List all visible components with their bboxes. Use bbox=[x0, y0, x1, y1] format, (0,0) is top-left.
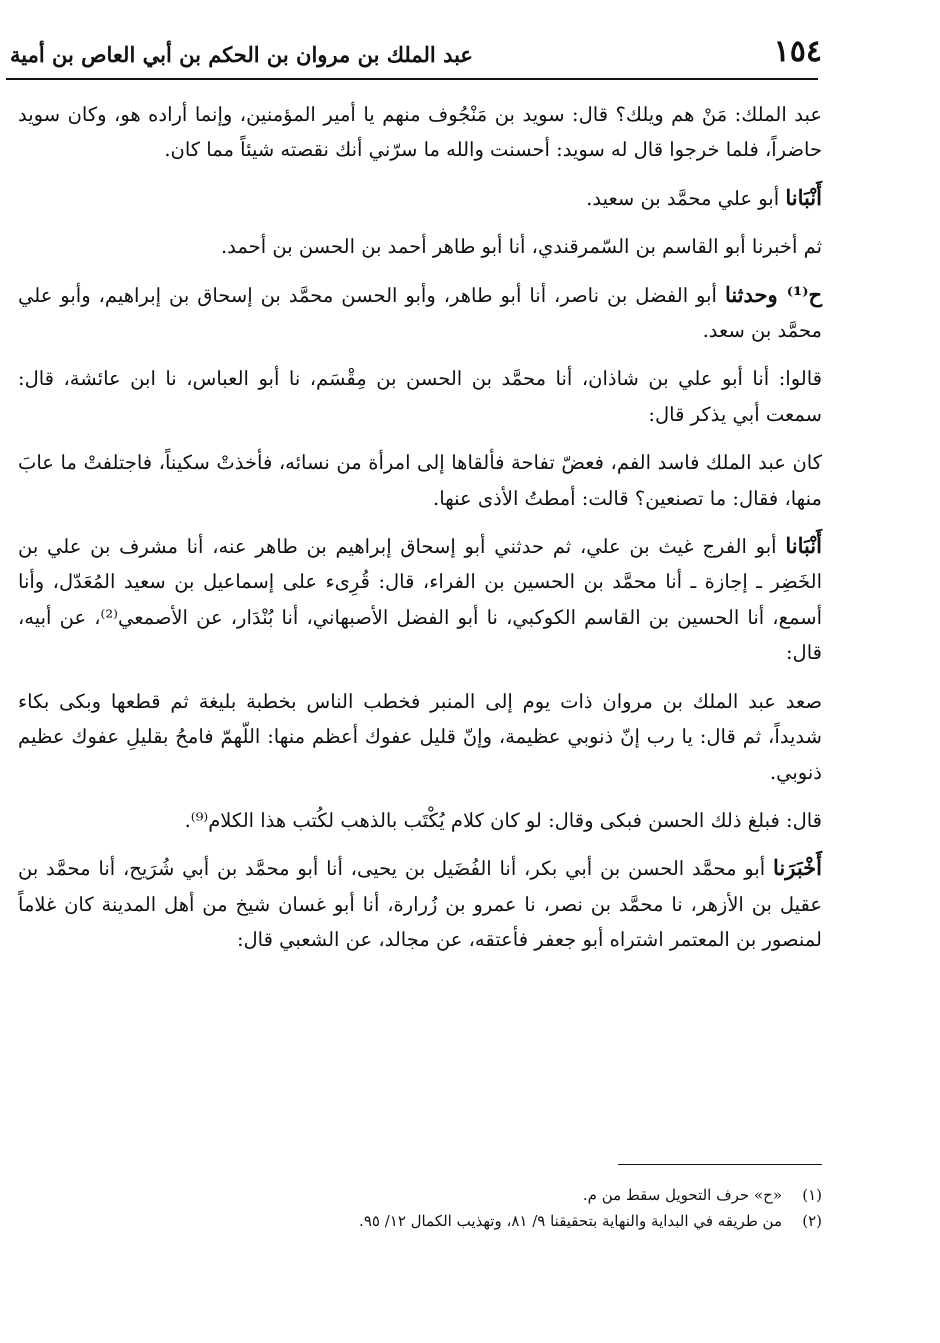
footnote-text: من طريقه في البداية والنهاية بتحقيقنا ٩/ ٨١، وتهذيب الكمال ١٢/ ٩٥. bbox=[359, 1212, 782, 1230]
paragraph: قال: فبلغ ذلك الحسن فبكى وقال: لو كان كلام يُكْتَب بالذهب لكُتب هذا الكلام⁽⁹⁾. bbox=[184, 808, 822, 832]
paragraph: أَخْبَرَنا أبو محمَّد الحسن بن أبي بكر، أنا الفُضَيل بن يحيى، أنا أبو محمَّد بن أبي شُرَيح، أنا محمَّد بن عقيل بن الأزهر، نا محمَّد بن نصر، نا عمرو بن زُرارة، أنا أبو غسان شيخ من أهل المدينة كان غلاماً لمنصور بن المعتمر اشتراه أبو جعفر فأعتقه، عن مجالد، عن الشعبي قال: bbox=[18, 855, 822, 952]
paragraph: صعد عبد الملك بن مروان ذات يوم إلى المنبر فخطب الناس بخطبة بليغة ثم قطعها وبكى بكاء شديداً، ثم قال: يا رب إنّ ذنوبي عظيمة، وإنّ قليل عفوك أعظم منها: اللّهمّ فامحُ بقليلِ عفوك عظيم ذنوبي. bbox=[18, 689, 822, 784]
paragraph: أَنْبَانا أبو علي محمَّد بن سعيد. bbox=[586, 184, 822, 210]
paragraph-lead: أَنْبَانا bbox=[785, 184, 822, 210]
footnote-number: (١) bbox=[802, 1186, 822, 1204]
paragraph: عبد الملك: مَنْ هم ويلك؟ قال: سويد بن مَنْجُوف منهم يا أمير المؤمنين، وإنما أراده هو، وكان سويد حاضراً، فلما خرجوا قال له سويد: أحسنت والله ما سرّني أنك نقصته شيئاً مما كان. bbox=[18, 103, 822, 162]
running-title: عبد الملك بن مروان بن الحكم بن أبي العاص بن أمية bbox=[10, 42, 473, 67]
paragraph-lead: أَخْبَرَنا bbox=[773, 855, 822, 881]
paragraph: ح⁽¹⁾ وحدثنا أبو الفضل بن ناصر، أنا أبو طاهر، وأبو الحسن محمَّد بن إسحاق بن إبراهيم، وأبو علي محمَّد بن سعد. bbox=[18, 281, 822, 343]
paragraph: أَنْبَانا أبو الفرج غيث بن علي، ثم حدثني أبو إسحاق إبراهيم بن طاهر عنه، أنا مشرف بن علي بن الخَضِر ـ إجازة ـ أنا محمَّد بن الحسين بن الفراء، قال: قُرِىء على إسماعيل بن سعيد المُعَدّل، وأنا أسمع، أنا الحسين بن القاسم الكوكبي، نا أبو الفضل الأصبهاني، أنا بُنْدَار، عن الأصمعي⁽²⁾، عن أبيه، قال: bbox=[18, 533, 822, 665]
paragraph: ثم أخبرنا أبو القاسم بن السّمرقندي، أنا أبو طاهر أحمد بن الحسن بن أحمد. bbox=[220, 235, 822, 259]
page-number: ١٥٤ bbox=[773, 34, 822, 69]
footnote-rule bbox=[618, 1164, 822, 1165]
footnote-number: (٢) bbox=[802, 1212, 822, 1230]
header-rule bbox=[6, 78, 818, 80]
paragraph: قالوا: أنا أبو علي بن شاذان، أنا محمَّد بن الحسن بن مِقْسَم، نا أبو العباس، نا ابن عائشة، قال: سمعت أبي يذكر قال: bbox=[18, 367, 822, 426]
paragraph: كان عبد الملك فاسد الفم، فعضّ تفاحة فألقاها إلى امرأة من نسائه، فأخذتْ سكيناً، فاجتلفتْ ما عابَ منها، فقال: ما تصنعين؟ قالت: أمطتُ الأذى عنها. bbox=[18, 451, 822, 510]
footnotes bbox=[122, 1182, 822, 1234]
footnote bbox=[122, 1182, 822, 1208]
paragraph-lead: ح⁽¹⁾ وحدثنا bbox=[724, 281, 822, 307]
paragraph-lead: أَنْبَانا bbox=[785, 533, 822, 559]
footnote bbox=[122, 1208, 822, 1234]
footnote-text: «ح» حرف التحويل سقط من م. bbox=[582, 1186, 782, 1204]
main-text bbox=[18, 96, 822, 970]
